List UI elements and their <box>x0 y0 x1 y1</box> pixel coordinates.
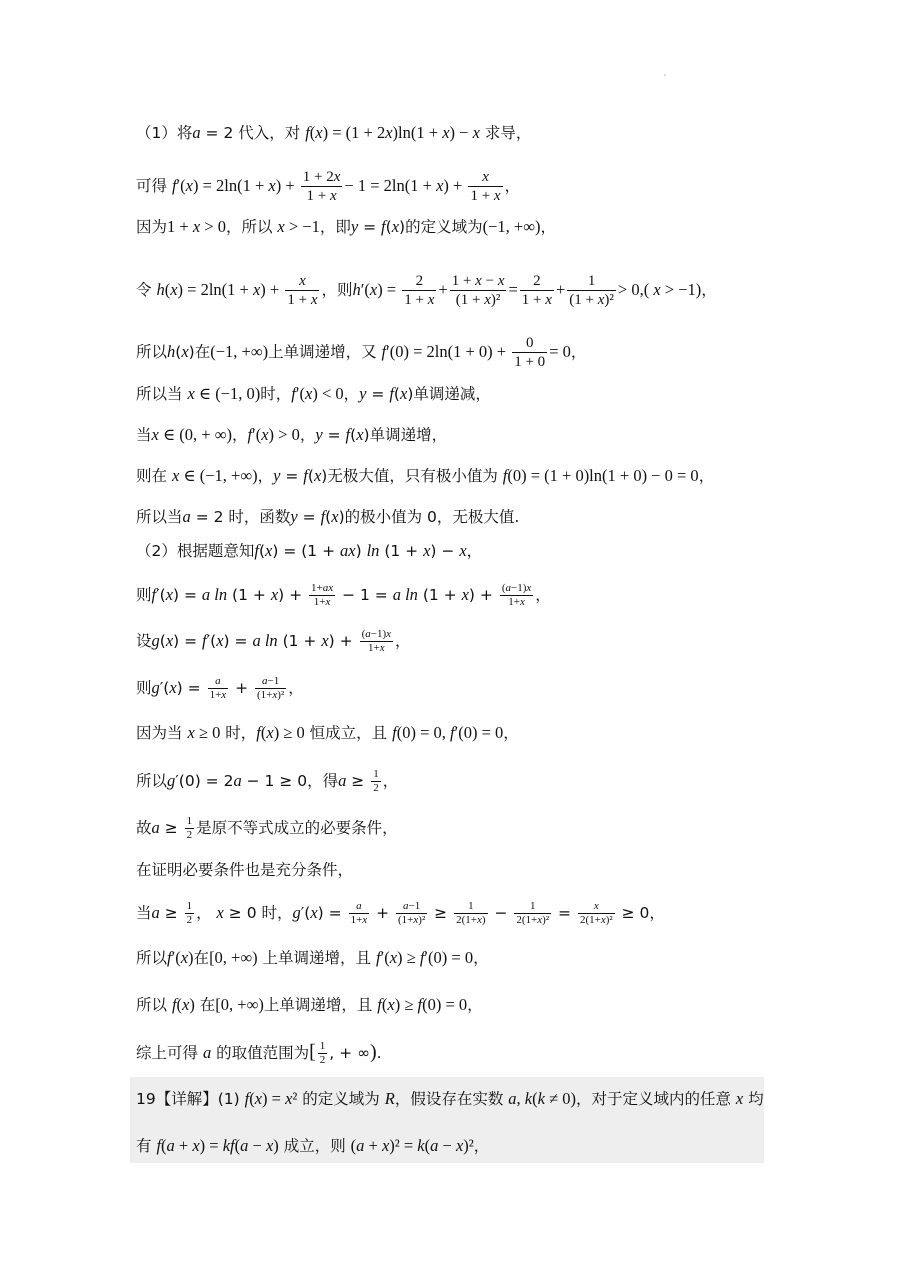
solution-line-20: 所以 f(x) 在[0, +∞)上单调递增，且 f(x) ≥ f(0) = 0， <box>136 995 483 1014</box>
solution-line-5: 所以h(x)在(−1, +∞)上单调递增，又 f′(0) = 2ln(1 + 0) + $\frac{0}{1 + 0}$ = 0， <box>136 335 587 370</box>
solution-line-1: （1）将a = 2 代入，对 f(x) = (1 + 2x)ln(1 + x) − x 求导， <box>136 123 532 142</box>
solution-line-16: 故a ≥ $\frac{1}{2}$ 是原不等式成立的必要条件， <box>136 815 398 841</box>
solution-line-19: 所以f′(x)在[0, +∞) 上单调递增，且 f′(x) ≥ f′(0) = 0， <box>136 948 489 967</box>
solution-line-11: 则f′(x) = a ln (1 + x) + $\frac{1+ax}{1+x}$ − 1 = a ln (1 + x) + $\frac{(a-1)x}{1+x}$ ， <box>136 582 551 608</box>
solution-line-12: 设g(x) = f′(x) = a ln (1 + x) + $\frac{(a-1)x}{1+x}$ ， <box>136 628 411 654</box>
solution-line-18: 当a ≥ $\frac{1}{2}$ ， x ≥ 0 时，g′(x) = $\frac{a}{1+x}$ + $\frac{a-1}{\text{(1+x)²}}$ ≥ $\frac{1}{2(1+x)}$ − $\frac{1}{\text{2(1+x)²}}$ = $\frac{x}{\text{2(1+x)²}}$ ≥ 0， <box>136 900 665 926</box>
solution-line-2: 可得 f′(x) = 2ln(1 + x) + $\frac{1 + 2x}{1 + x}$ − 1 = 2ln(1 + x) + $\frac{x}{1 + x}$ ， <box>136 169 521 204</box>
solution-line-10: （2）根据题意知f(x) = (1 + ax) ln (1 + x) − x， <box>136 541 483 560</box>
solution-line-21: 综上可得 a 的取值范围为[ $\frac{1}{2}$ , + ∞). <box>136 1040 382 1066</box>
solution-line-15: 所以g′(0) = 2a − 1 ≥ 0，得a ≥ $\frac{1}{2}$ ， <box>136 768 399 794</box>
solution-line-9: 所以当a = 2 时，函数y = f(x)的极小值为 0，无极大值. <box>136 507 520 526</box>
solution-line-17: 在证明必要条件也是充分条件， <box>136 861 354 879</box>
solution-line-14: 因为当 x ≥ 0 时，f(x) ≥ 0 恒成立，且 f(0) = 0, f′(0) = 0， <box>136 723 519 742</box>
solution-line-6: 所以当 x ∈ (−1, 0)时，f′(x) < 0，y = f(x)单调递减， <box>136 384 491 403</box>
corner-mark <box>664 74 666 76</box>
solution-line-13: 则g′(x) = $\frac{a}{1+x}$ + $\frac{a-1}{\text{(1+x)²}}$ ， <box>136 675 304 701</box>
solution-line-8: 则在 x ∈ (−1, +∞)，y = f(x)无极大值，只有极小值为 f(0) = (1 + 0)ln(1 + 0) − 0 = 0， <box>136 466 715 485</box>
solution-line-4: 令 h(x) = 2ln(1 + x) + $\frac{x}{1 + x}$ ，则h′(x) = $\frac{2}{1 + x}$ + $\frac{1 + x - x}{\text{(1 + x)²}}$ = $\frac{2}{1 + x}$ + $\frac{1}{\text{(1 + x)²}}$ > 0,( x > −1)， <box>136 273 717 308</box>
solution-line-7: 当x ∈ (0, + ∞)，f′(x) > 0，y = f(x)单调递增， <box>136 425 448 444</box>
solution-line-23: 有 f(a + x) = kf(a − x) 成立，则 (a + x)² = k(a − x)²， <box>136 1136 490 1155</box>
solution-line-3: 因为1 + x > 0，所以 x > −1，即y = f(x)的定义域为(−1, +∞)， <box>136 217 556 236</box>
solution-line-22: 19【详解】(1) f(x) = x² 的定义域为 R，假设存在实数 a, k(k ≠ 0)，对于定义域内的任意 x 均 <box>136 1089 764 1108</box>
